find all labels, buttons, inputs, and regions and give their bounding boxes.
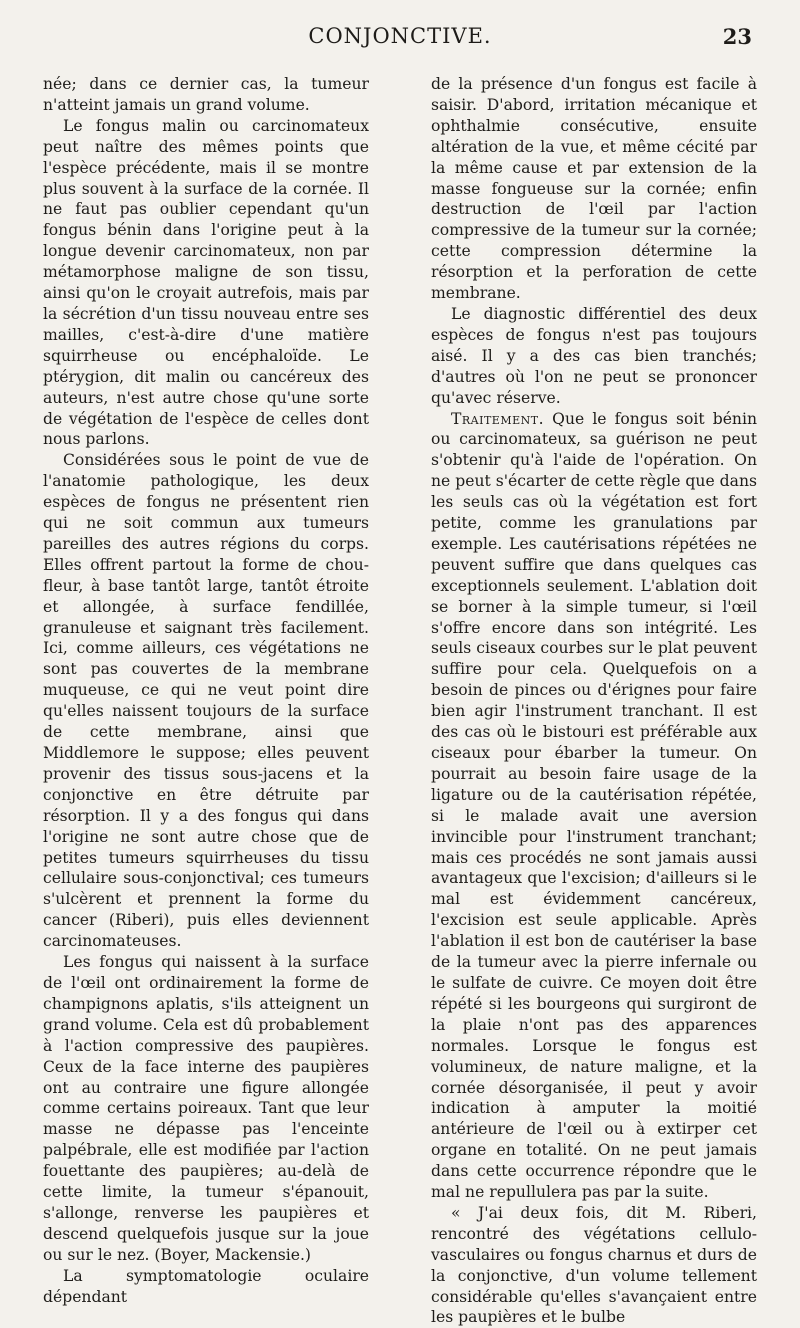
- paragraph: La symptomatologie oculaire dépendant: [43, 1266, 369, 1306]
- paragraph: née; dans ce dernier cas, la tumeur n'atteint jamais un grand volume.: [43, 75, 369, 114]
- paragraph: Les fongus qui naissent à la surface de l'œil ont ordinairement la forme de champignons aplatis, s'ils atteignent un grand volume. Cela est dû probablement à l'action compressive des paupières. Ceux de la face interne des paupières ont au contraire une figure allongée comme certains poireaux. Tant que leur masse ne dépasse pas l'enceinte palpébrale, elle est modifiée par l'action fouettante des paupières; au-delà de cette limite, la tumeur s'épanouit, s'allonge, renverse les paupières et descend quelquefois jusque sur la joue ou sur le nez. (Boyer, Mackensie.): [43, 953, 369, 1264]
- running-head: CONJONCTIVE.: [308, 24, 492, 48]
- left-column: [43, 74, 369, 1307]
- paragraph: de la présence d'un fongus est facile à saisir. D'abord, irritation mécanique et ophthalmie consécutive, ensuite altération de la vue, et même cécité par la même cause et par extension de la masse fongueuse sur la cornée; enfin destruction de l'œil par l'action compressive de la tumeur sur la cornée; cette compression détermine la résorption et la perforation de cette membrane.: [431, 75, 757, 303]
- paragraph: Considérées sous le point de vue de l'anatomie pathologique, les deux espèces de fongus ne présentent rien qui ne soit commun aux tumeurs pareilles des autres régions du corps. Elles offrent partout la forme de chou-fleur, à base tantôt large, tantôt étroite et allongée, à surface fendillée, granuleuse et saignant très facilement. Ici, comme ailleurs, ces végétations ne sont pas couvertes de la membrane muqueuse, ce qui ne veut point dire qu'elles naissent toujours de la surface de cette membrane, ainsi que Middlemore le suppose; elles peuvent provenir des tissus sous-jacens et la conjonctive en être détruite par résorption. Il y a des fongus qui dans l'origine ne sont autre chose que de petites tumeurs squirrheuses du tissu cellulaire sous-conjonctival; ces tumeurs s'ulcèrent et prennent la forme du cancer (Riberi), puis elles deviennent carcinomateuses.: [43, 451, 369, 951]
- paragraph: Le diagnostic différentiel des deux espèces de fongus n'est pas toujours aisé. Il y a des cas bien tranchés; d'autres où l'on ne peut se prononcer qu'avec réserve.: [431, 304, 757, 407]
- section-heading: Traitement.: [451, 409, 545, 428]
- right-column: [431, 74, 757, 1328]
- paragraph: « J'ai deux fois, dit M. Riberi, rencontré des végétations cellulo-vasculaires ou fongus charnus et durs de la conjonctive, d'un volume tellement considérable qu'elles s'avançaient entre les paupières et le bulbe: [431, 1203, 757, 1327]
- paragraph-text: Que le fongus soit bénin ou carcinomateux, sa guérison ne peut s'obtenir qu'à l'aide de l'opération. On ne peut s'écarter de cette règle que dans les seuls cas où la végétation est fort petite, comme les granulations par exemple. Les cautérisations répétées ne peuvent suffire que dans quelques cas exceptionnels seulement. L'ablation doit se borner à la simple tumeur, si l'œil s'offre encore dans son intégrité. Les seuls ciseaux courbes sur le plat peuvent suffire pour cela. Quelquefois on a besoin de pinces ou d'érignes pour faire bien agir l'instrument tranchant. Il est des cas où le bistouri est préférable aux ciseaux pour ébarber la tumeur. On pourrait au besoin faire usage de la ligature ou de la cautérisation répétée, si le malade avait une aversion invincible pour l'instrument tranchant; mais ces procédés ne sont jamais aussi avantageux que l'excision; d'ailleurs si le mal est évidemment cancéreux, l'excision est seule applicable. Après l'ablation il est bon de cautériser la base de la tumeur avec la pierre infernale ou le sulfate de cuivre. Ce moyen doit être répété si les bourgeons qui surgiront de la plaie n'ont pas des apparences normales. Lorsque le fongus est volumineux, de nature maligne, et la cornée désorganisée, il peut y avoir indication à amputer la moitié antérieure de l'œil ou à extirper cet organe en totalité. On ne peut jamais dans cette occurrence répondre que le mal ne repullulera pas par la suite.: [431, 409, 757, 1202]
- paragraph-traitement: [431, 409, 757, 1203]
- page-header: [40, 14, 760, 54]
- paragraph: Le fongus malin ou carcinomateux peut naître des mêmes points que l'espèce précédente, mais il se montre plus souvent à la surface de la cornée. Il ne faut pas oublier cependant qu'un fongus bénin dans l'origine peut à la longue devenir carcinomateux, non par métamorphose maligne de son tissu, ainsi qu'on le croyait autrefois, mais par la sécrétion d'un tissu nouveau entre ses mailles, c'est-à-dire d'une matière squirrheuse ou encéphaloïde. Le ptérygion, dit malin ou cancéreux des auteurs, n'est autre chose qu'une sorte de végétation de l'espèce de celles dont nous parlons.: [43, 116, 369, 449]
- page-number: 23: [722, 24, 752, 49]
